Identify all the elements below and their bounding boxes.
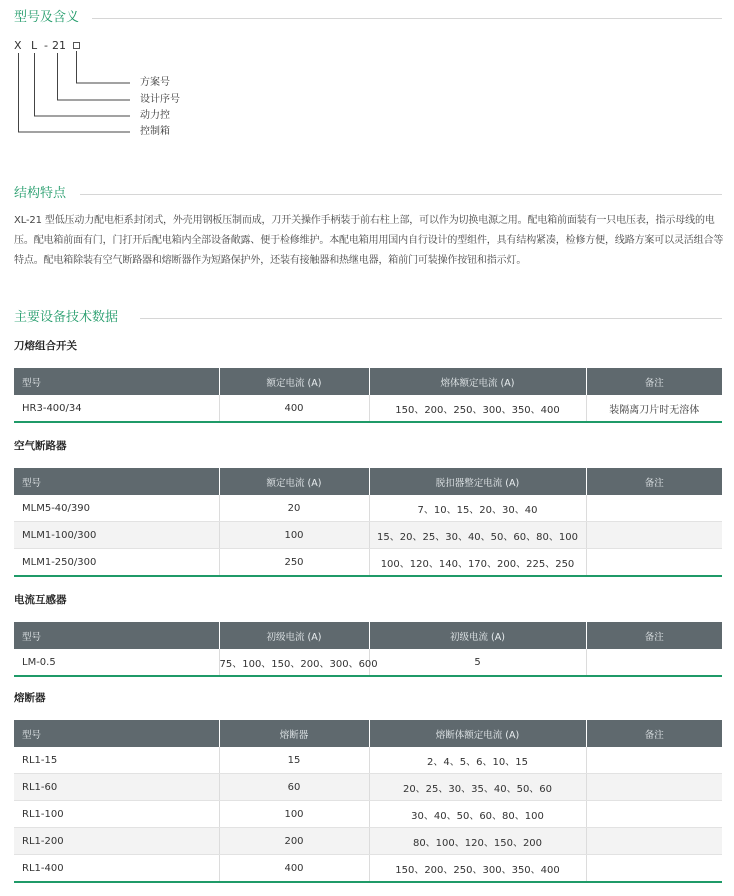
table-header-row	[14, 720, 722, 747]
knife-fuse-switch-table	[14, 368, 722, 423]
column-header-remark: 备注	[586, 720, 722, 747]
current-transformer-table	[14, 622, 722, 677]
table-row	[14, 649, 722, 676]
code-char-21: 21	[52, 39, 66, 52]
cell-trip-current: 7、10、15、20、30、40	[369, 495, 586, 522]
cell-model: RL1-400	[14, 855, 219, 883]
cell-fuse-link-current: 30、40、50、60、80、100	[369, 801, 586, 828]
column-header-remark: 备注	[586, 368, 722, 395]
cell-model: RL1-15	[14, 747, 219, 774]
cell-model: MLM1-250/300	[14, 549, 219, 577]
table-header-row	[14, 622, 722, 649]
cell-remark	[586, 774, 722, 801]
code-char-l: L	[31, 39, 38, 52]
cell-fuse-link-current: 2、4、5、6、10、15	[369, 747, 586, 774]
column-header-remark: 备注	[586, 622, 722, 649]
cell-rated-current: 400	[219, 395, 369, 422]
table-row	[14, 855, 722, 883]
table-row	[14, 828, 722, 855]
column-header-fuse-rated-current: 熔体额定电流 (A)	[369, 368, 586, 395]
cell-remark	[586, 801, 722, 828]
column-header-primary-current-2: 初级电流 (A)	[369, 622, 586, 649]
column-header-model: 型号	[14, 468, 219, 495]
column-header-rated-current: 额定电流 (A)	[219, 468, 369, 495]
cell-primary-current-2: 5	[369, 649, 586, 676]
code-char-dash: -	[44, 39, 48, 52]
legend-scheme-no: 方案号	[140, 77, 170, 88]
table-row	[14, 495, 722, 522]
table-header-row	[14, 468, 722, 495]
column-header-trip-setting-current: 脱扣器整定电流 (A)	[369, 468, 586, 495]
fuse-caption: 熔断器	[14, 692, 46, 704]
cell-model: MLM5-40/390	[14, 495, 219, 522]
cell-fuse-current: 150、200、250、300、350、400	[369, 395, 586, 422]
column-header-fuse-link-rated-current: 熔断体额定电流 (A)	[369, 720, 586, 747]
structure-description: XL-21 型低压动力配电柜系封闭式，外壳用钢板压制而成，刀开关操作手柄装于前右柱上部，可以作为切换电源之用。配电箱前面装有一只电压表，指示母线的电压。配电箱前面有门，门打开后配电箱内全部设备敞露、便于检修维护。本配电箱用用国内自行设计的型组件，具有结构紧凑，检修方便，线路方案可以灵活组合等特点。配电箱除装有空气断路器和熔断器作为短路保护外，还装有接触器和热继电器，箱前门可装操作按钮和指示灯。	[14, 215, 724, 266]
table-row	[14, 774, 722, 801]
table-row	[14, 549, 722, 577]
cell-remark	[586, 522, 722, 549]
model-section-title: 型号及含义	[14, 10, 80, 25]
table-row	[14, 395, 722, 422]
code-char-x: X	[14, 39, 22, 52]
cell-fuse: 60	[219, 774, 369, 801]
table-row	[14, 522, 722, 549]
legend-power-control: 动力控	[140, 110, 170, 121]
column-header-model: 型号	[14, 368, 219, 395]
cell-remark	[586, 747, 722, 774]
knife-fuse-switch-caption: 刀熔组合开关	[14, 340, 77, 352]
cell-fuse: 400	[219, 855, 369, 883]
tech-section-rule	[140, 318, 722, 319]
table-row	[14, 747, 722, 774]
model-section-rule	[92, 18, 722, 19]
model-code-diagram	[12, 40, 212, 150]
cell-primary-current: 75、100、150、200、300、600	[219, 649, 369, 676]
cell-model: LM-0.5	[14, 649, 219, 676]
cell-model: HR3-400/34	[14, 395, 219, 422]
cell-trip-current: 15、20、25、30、40、50、60、80、100	[369, 522, 586, 549]
cell-rated-current: 20	[219, 495, 369, 522]
cell-model: RL1-100	[14, 801, 219, 828]
table-header-row	[14, 368, 722, 395]
legend-design-serial: 设计序号	[140, 94, 180, 105]
cell-fuse: 200	[219, 828, 369, 855]
current-transformer-caption: 电流互感器	[14, 594, 67, 606]
air-breaker-caption: 空气断路器	[14, 440, 67, 452]
cell-rated-current: 100	[219, 522, 369, 549]
column-header-primary-current: 初级电流 (A)	[219, 622, 369, 649]
cell-model: RL1-200	[14, 828, 219, 855]
cell-remark	[586, 855, 722, 883]
column-header-remark: 备注	[586, 468, 722, 495]
cell-rated-current: 250	[219, 549, 369, 577]
cell-fuse-link-current: 20、25、30、35、40、50、60	[369, 774, 586, 801]
cell-fuse: 15	[219, 747, 369, 774]
structure-section-title: 结构特点	[14, 186, 67, 201]
cell-fuse-link-current: 80、100、120、150、200	[369, 828, 586, 855]
cell-remark	[586, 495, 722, 522]
column-header-rated-current: 额定电流 (A)	[219, 368, 369, 395]
cell-model: MLM1-100/300	[14, 522, 219, 549]
cell-model: RL1-60	[14, 774, 219, 801]
column-header-model: 型号	[14, 622, 219, 649]
model-leader-lines	[12, 40, 212, 150]
structure-section-rule	[80, 194, 722, 195]
air-breaker-table	[14, 468, 722, 577]
legend-control-box: 控制箱	[140, 126, 170, 137]
cell-remark: 装隔离刀片时无溶体	[586, 395, 722, 422]
column-header-model: 型号	[14, 720, 219, 747]
column-header-fuse: 熔断器	[219, 720, 369, 747]
fuse-table	[14, 720, 722, 883]
cell-remark	[586, 549, 722, 577]
cell-remark	[586, 828, 722, 855]
table-row	[14, 801, 722, 828]
cell-fuse-link-current: 150、200、250、300、350、400	[369, 855, 586, 883]
cell-fuse: 100	[219, 801, 369, 828]
cell-trip-current: 100、120、140、170、200、225、250	[369, 549, 586, 577]
tech-section-title: 主要设备技术数据	[14, 310, 119, 325]
cell-remark	[586, 649, 722, 676]
